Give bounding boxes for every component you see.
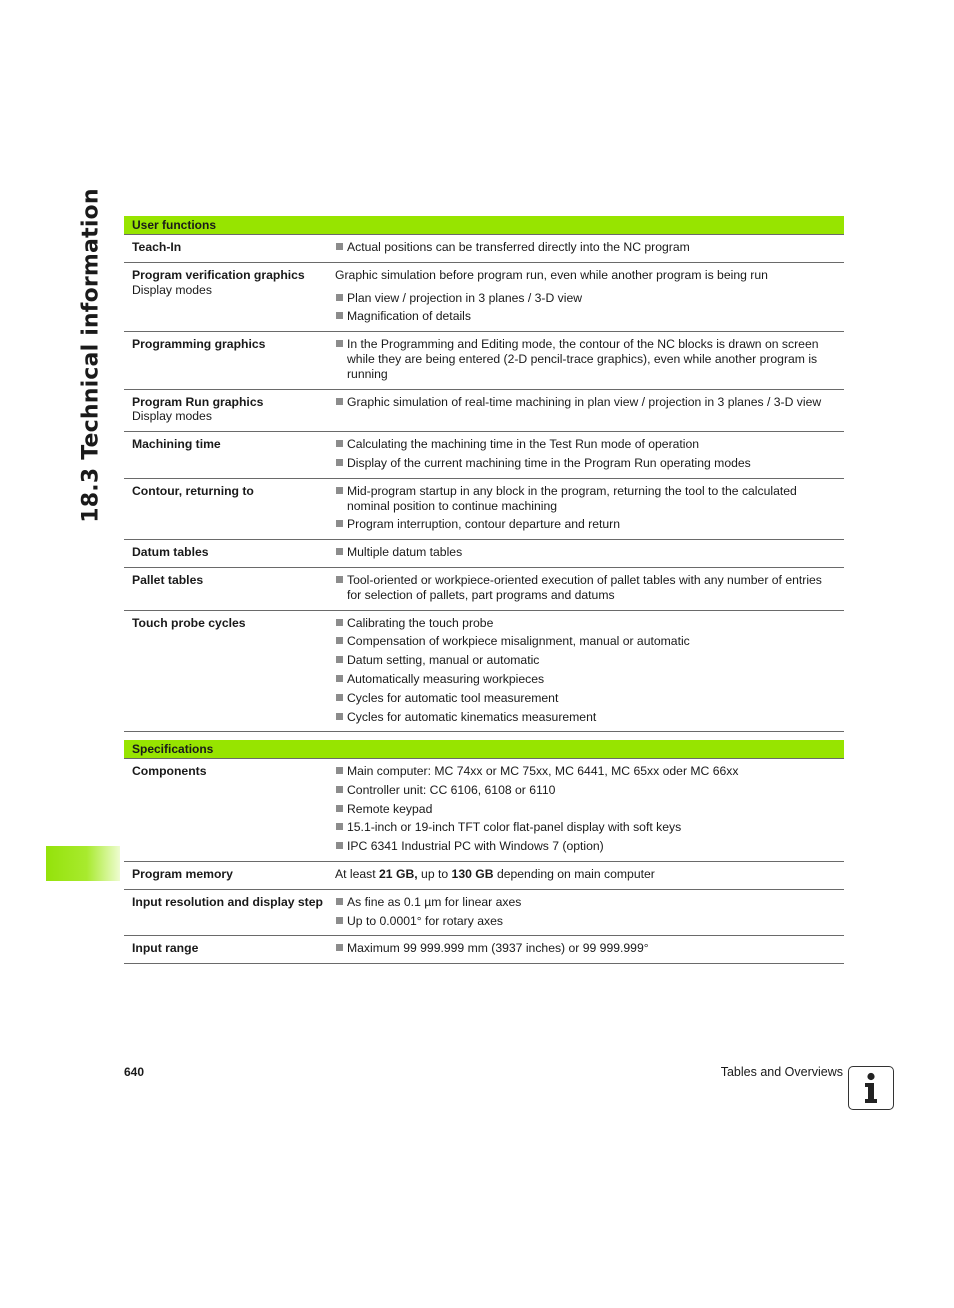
row-label: Datum tables (132, 545, 209, 560)
bullet-square-icon (336, 675, 343, 682)
bullet-square-icon (336, 548, 343, 555)
bullet-square-icon (336, 619, 343, 626)
row-label: Programming graphics (132, 337, 266, 352)
item-text: Calculating the machining time in the Test Run mode of operation (347, 437, 700, 452)
table-row (124, 540, 844, 568)
bullet-square-icon (336, 637, 343, 644)
table-row (124, 759, 844, 862)
item-text: Magnification of details (347, 309, 471, 324)
list-item (335, 820, 830, 835)
bullet-square-icon (336, 312, 343, 319)
list-item (335, 653, 830, 668)
row-label: Components (132, 764, 207, 778)
item-text: Calibrating the touch probe (347, 615, 494, 630)
list-item (335, 309, 830, 324)
item-text: Tool-oriented or workpiece-oriented execution of pallet tables with any number of entries for selection of pallets, part programs and datums (347, 572, 822, 602)
bullet-square-icon (336, 944, 343, 951)
item-text: Controller unit: CC 6106, 6108 or 6110 (347, 782, 556, 797)
chapter-side-title (74, 187, 108, 523)
bullet-square-icon (336, 340, 343, 347)
item-text: Multiple datum tables (347, 545, 463, 560)
item-text: Datum setting, manual or automatic (347, 653, 540, 668)
list-item (335, 240, 830, 255)
item-text: Remote keypad (347, 801, 433, 816)
list-item (335, 545, 830, 560)
row-label: Program verification graphics (132, 267, 305, 282)
list-item (335, 437, 830, 452)
row-label: Contour, returning to (132, 483, 254, 498)
table-row (124, 611, 844, 733)
list-item (335, 783, 830, 798)
list-item (335, 456, 830, 471)
item-text: Maximum 99 999.999 mm (3937 inches) or 99 999.999° (347, 941, 649, 956)
list-item (335, 517, 830, 532)
bullet-square-icon (336, 459, 343, 466)
item-text: IPC 6341 Industrial PC with Windows 7 (option) (347, 839, 604, 854)
item-text: Automatically measuring workpieces (347, 671, 545, 686)
list-item (335, 691, 830, 706)
list-item (335, 764, 830, 779)
row-label: Input range (132, 941, 199, 956)
list-item (335, 672, 830, 687)
bullet-square-icon (336, 487, 343, 494)
bullet-square-icon (336, 398, 343, 405)
table-row (124, 862, 844, 890)
table-row (124, 235, 844, 263)
item-text: Cycles for automatic kinematics measurement (347, 709, 597, 724)
row-label: Machining time (132, 437, 221, 452)
item-text: Program interruption, contour departure and return (347, 517, 621, 532)
table-row (124, 332, 844, 389)
item-text: 15.1-inch or 19-inch TFT color flat-panel display with soft keys (347, 820, 682, 835)
row-label: Pallet tables (132, 572, 204, 587)
row-description: Graphic simulation before program run, even while another program is being run (335, 267, 768, 282)
row-label: Touch probe cycles (132, 615, 246, 630)
bullet-square-icon (336, 767, 343, 774)
chapter-tab-marker (46, 846, 120, 881)
specifications-table (124, 740, 844, 964)
list-item (335, 616, 830, 631)
list-item (335, 895, 830, 910)
list-item (335, 291, 830, 306)
item-text: Compensation of workpiece misalignment, manual or automatic (347, 634, 690, 649)
table-body (124, 235, 844, 732)
item-text: Plan view / projection in 3 planes / 3-D view (347, 290, 583, 305)
table-row (124, 568, 844, 611)
row-sublabel: Display modes (132, 282, 212, 297)
chapter-title-text: 18.3 Technical information (78, 187, 104, 523)
bullet-square-icon (336, 917, 343, 924)
row-label: Program memory (132, 866, 233, 881)
bullet-square-icon (336, 786, 343, 793)
bullet-square-icon (336, 576, 343, 583)
item-text: Display of the current machining time in the Program Run operating modes (347, 455, 751, 470)
bullet-square-icon (336, 694, 343, 701)
list-item (335, 914, 830, 929)
row-sublabel: Display modes (132, 409, 212, 424)
footer-section-title: Tables and Overviews (720, 1065, 843, 1079)
item-text: Mid-program startup in any block in the program, returning the tool to the calculated nominal position to continue machining (347, 483, 797, 513)
list-item (335, 484, 830, 514)
list-item (335, 337, 830, 381)
row-label: Program Run graphics (132, 394, 264, 409)
row-label: Teach-In (132, 240, 182, 254)
page-number: 640 (124, 1065, 145, 1079)
bullet-square-icon (336, 713, 343, 720)
item-text: Actual positions can be transferred directly into the NC program (347, 240, 690, 254)
row-label: Input resolution and display step (132, 894, 323, 909)
table-header: User functions (124, 216, 844, 235)
bullet-square-icon (336, 842, 343, 849)
bullet-square-icon (336, 656, 343, 663)
table-row (124, 263, 844, 332)
list-item (335, 802, 830, 817)
item-text: Up to 0.0001° for rotary axes (347, 913, 503, 928)
item-text: As fine as 0.1 µm for linear axes (347, 894, 522, 909)
bullet-square-icon (336, 520, 343, 527)
list-item (335, 710, 830, 725)
table-header: Specifications (124, 740, 844, 759)
table-row (124, 936, 844, 964)
list-item (335, 395, 830, 410)
item-text: Cycles for automatic tool measurement (347, 690, 559, 705)
bullet-square-icon (336, 294, 343, 301)
bullet-square-icon (336, 823, 343, 830)
list-item (335, 634, 830, 649)
table-row (124, 432, 844, 479)
table-row (124, 390, 844, 433)
info-icon (848, 1066, 894, 1110)
item-text: In the Programming and Editing mode, the contour of the NC blocks is drawn on screen while they are being entered (2-D pencil-trace graphics), even while another program is running (347, 337, 819, 381)
list-item (335, 839, 830, 854)
user-functions-table (124, 216, 844, 732)
bullet-square-icon (336, 243, 343, 250)
item-text: Main computer: MC 74xx or MC 75xx, MC 6441, MC 65xx oder MC 66xx (347, 764, 739, 778)
bullet-square-icon (336, 898, 343, 905)
bullet-square-icon (336, 805, 343, 812)
table-row (124, 479, 844, 540)
list-item (335, 573, 830, 603)
item-text: Graphic simulation of real-time machining in plan view / projection in 3 planes / 3-D view (347, 394, 822, 409)
bullet-square-icon (336, 440, 343, 447)
table-row (124, 890, 844, 937)
memory-text: At least 21 GB, up to 130 GB depending on main computer (335, 866, 655, 881)
list-item (335, 941, 830, 956)
